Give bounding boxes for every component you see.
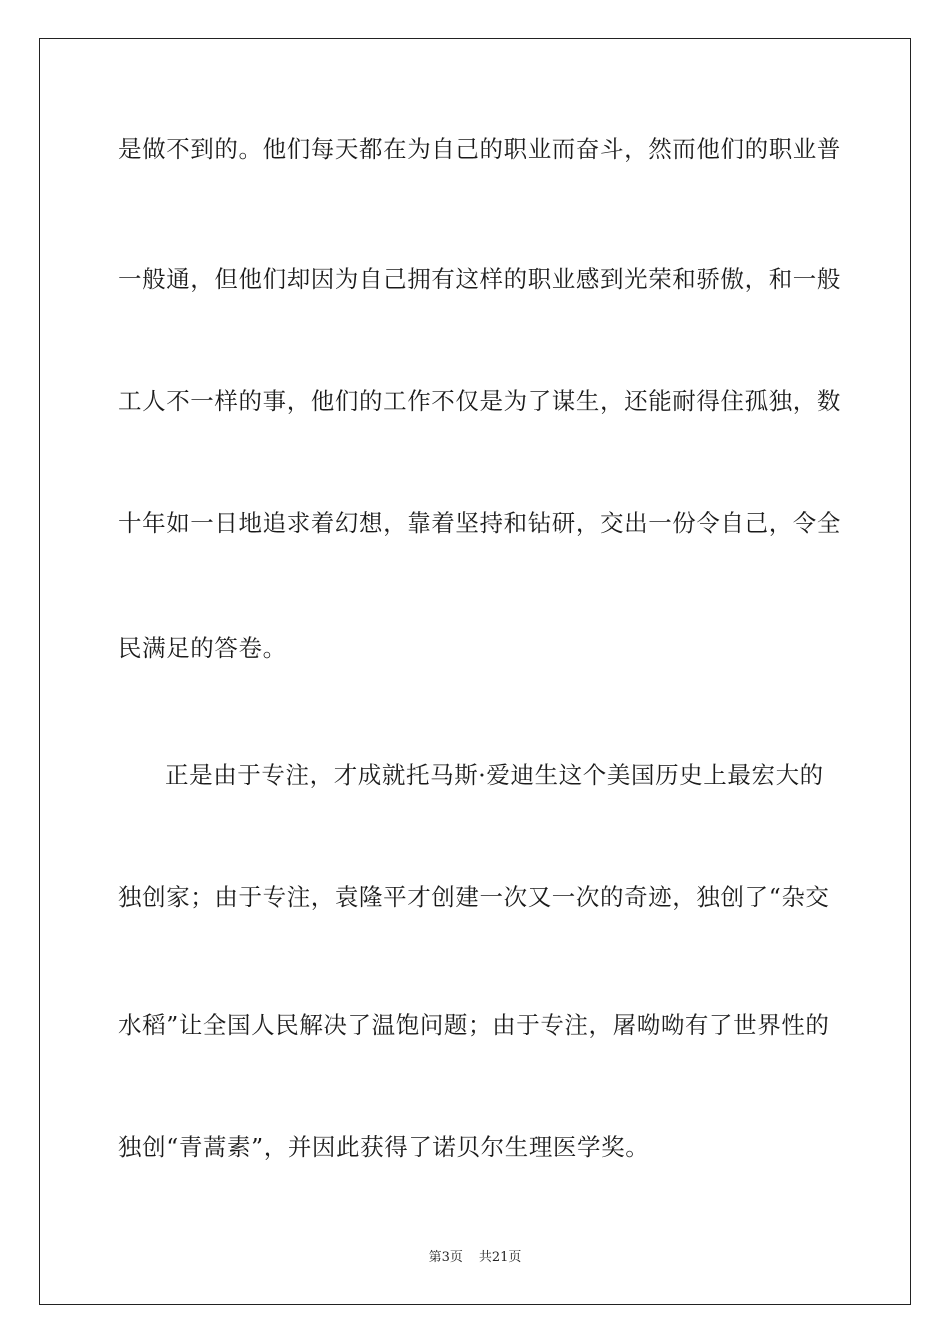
text-line-6: 正是由于专注，才成就托马斯·爱迪生这个美国历史上最宏大的: [165, 761, 824, 789]
text-line-1: 是做不到的。他们每天都在为自己的职业而奋斗，然而他们的职业普: [118, 135, 841, 163]
page-border: [39, 38, 911, 1305]
text-line-7: 独创家；由于专注，袁隆平才创建一次又一次的奇迹，独创了“杂交: [118, 883, 830, 911]
page-number: 第3页: [428, 1250, 463, 1265]
page-footer: [0, 1246, 950, 1265]
text-line-9: 独创“青蒿素”，并因此获得了诺贝尔生理医学奖。: [118, 1133, 650, 1161]
page-total: 共21页: [478, 1250, 522, 1265]
text-line-4: 十年如一日地追求着幻想，靠着坚持和钻研，交出一份令自己，令全: [118, 509, 841, 537]
text-line-3: 工人不一样的事，他们的工作不仅是为了谋生，还能耐得住孤独，数: [118, 387, 841, 415]
text-line-5: 民满足的答卷。: [118, 634, 287, 662]
text-line-8: 水稻”让全国人民解决了温饱问题；由于专注，屠呦呦有了世界性的: [118, 1011, 830, 1039]
text-line-2: 一般通，但他们却因为自己拥有这样的职业感到光荣和骄傲，和一般: [118, 265, 841, 293]
